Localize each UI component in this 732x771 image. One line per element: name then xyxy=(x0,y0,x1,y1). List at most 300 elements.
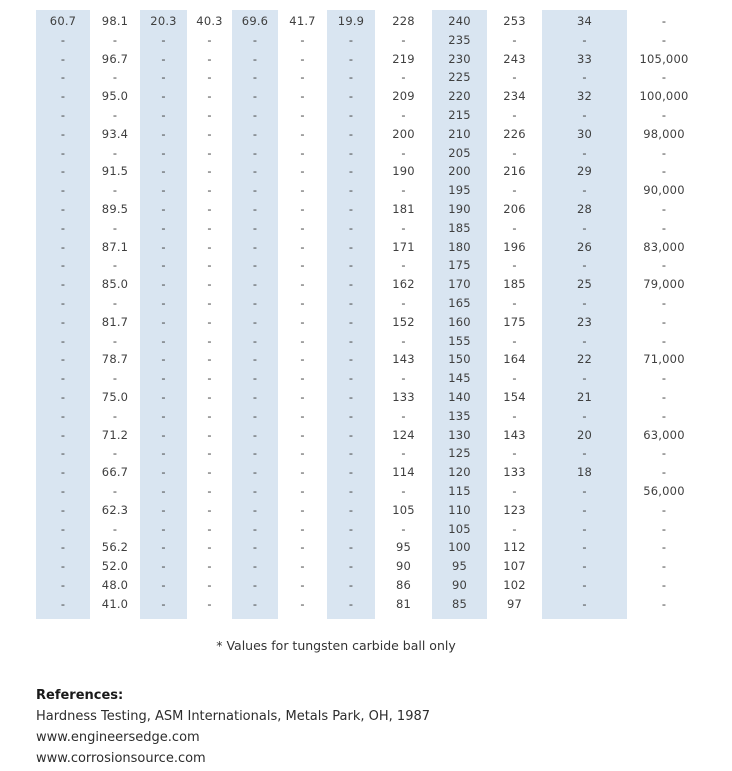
table-cell: - xyxy=(60,446,66,461)
table-cell: - xyxy=(582,371,587,386)
table-cell: - xyxy=(60,559,66,574)
table-cell: - xyxy=(300,145,305,160)
table-cell: 114 xyxy=(392,465,415,480)
table-cell: - xyxy=(582,483,587,498)
table-cell: - xyxy=(252,521,258,536)
table-cell: - xyxy=(661,70,667,85)
table-cell: - xyxy=(161,371,166,386)
table-cell: - xyxy=(252,258,258,273)
table-cell: - xyxy=(60,502,66,517)
table-cell: - xyxy=(112,145,118,160)
table-cell: - xyxy=(161,540,166,555)
table-cell: - xyxy=(582,333,587,348)
table-cell: - xyxy=(512,107,517,122)
table-cell: - xyxy=(661,465,667,480)
table-cell: - xyxy=(161,521,166,536)
table-cell: - xyxy=(661,32,667,47)
table-cell: - xyxy=(60,295,66,310)
table-cell: 143 xyxy=(392,352,415,367)
table-cell: - xyxy=(60,70,66,85)
table-cell: - xyxy=(300,427,305,442)
table-cell: - xyxy=(661,314,667,329)
table-cell: - xyxy=(112,220,118,235)
table-cell: - xyxy=(300,559,305,574)
table-cell: - xyxy=(300,352,305,367)
table-cell: - xyxy=(161,483,166,498)
table-cell: - xyxy=(300,164,305,179)
table-cell: - xyxy=(161,126,166,141)
table-cell: - xyxy=(252,465,258,480)
table-cell: - xyxy=(348,239,354,254)
table-cell: - xyxy=(348,540,354,555)
table-cell: 171 xyxy=(392,239,415,254)
table-cell: 69.6 xyxy=(241,14,269,28)
table-cell: 135 xyxy=(448,408,471,423)
table-cell: - xyxy=(60,32,66,47)
table-cell: 90 xyxy=(395,559,412,574)
table-cell: 105,000 xyxy=(639,51,689,66)
table-cell: - xyxy=(661,295,667,310)
table-cell: - xyxy=(60,465,66,480)
table-cell: - xyxy=(112,521,118,536)
table-cell: - xyxy=(300,314,305,329)
table-cell: - xyxy=(60,220,66,235)
table-cell: - xyxy=(60,427,66,442)
table-cell: - xyxy=(161,408,166,423)
table-cell: 195 xyxy=(448,183,471,198)
table-cell: 66.7 xyxy=(101,465,129,480)
table-cell: - xyxy=(300,389,305,404)
table-cell: - xyxy=(300,239,305,254)
table-cell: 19.9 xyxy=(337,14,365,28)
table-cell: - xyxy=(252,201,258,216)
table-cell: 95 xyxy=(395,540,412,555)
table-cell: - xyxy=(161,389,166,404)
table-cell: 196 xyxy=(503,239,526,254)
table-cell: - xyxy=(300,446,305,461)
table-cell: 164 xyxy=(503,352,526,367)
table-cell: - xyxy=(401,446,406,461)
table-cell: - xyxy=(207,465,212,480)
table-cell: - xyxy=(582,258,587,273)
table-cell: - xyxy=(401,258,406,273)
table-cell: - xyxy=(161,559,166,574)
table-cell: - xyxy=(161,295,166,310)
table-cell: - xyxy=(252,314,258,329)
table-cell: - xyxy=(60,408,66,423)
table-cell: - xyxy=(582,70,587,85)
table-cell: - xyxy=(60,596,66,611)
table-cell: 95 xyxy=(451,559,468,574)
table-cell: - xyxy=(348,371,354,386)
table-cell: 78.7 xyxy=(101,352,129,367)
table-cell: 130 xyxy=(448,427,471,442)
table-cell: - xyxy=(112,32,118,47)
table-cell: - xyxy=(207,239,212,254)
table-cell: - xyxy=(348,258,354,273)
table-cell: 41.7 xyxy=(289,14,316,28)
table-cell: - xyxy=(661,408,667,423)
table-cell: 230 xyxy=(448,51,471,66)
table-cell: 63,000 xyxy=(643,427,685,442)
table-cell: 29 xyxy=(576,164,593,179)
table-cell: - xyxy=(348,352,354,367)
table-cell: - xyxy=(161,277,166,292)
table-cell: - xyxy=(252,239,258,254)
table-cell: - xyxy=(161,352,166,367)
table-cell: - xyxy=(161,70,166,85)
table-cell: - xyxy=(207,389,212,404)
table-cell: - xyxy=(252,427,258,442)
table-cell: - xyxy=(661,596,667,611)
table-cell: - xyxy=(161,577,166,592)
table-cell: - xyxy=(207,220,212,235)
table-cell: 170 xyxy=(448,277,471,292)
table-cell: - xyxy=(348,502,354,517)
references-heading: References: xyxy=(36,687,124,703)
table-cell: - xyxy=(582,220,587,235)
table-cell: 91.5 xyxy=(101,164,129,179)
table-cell: - xyxy=(207,371,212,386)
table-cell: - xyxy=(582,596,587,611)
table-cell: - xyxy=(252,333,258,348)
table-cell: - xyxy=(161,314,166,329)
table-cell: - xyxy=(582,559,587,574)
table-cell: - xyxy=(348,107,354,122)
table-cell: - xyxy=(512,70,517,85)
table-cell: - xyxy=(661,559,667,574)
table-cell: - xyxy=(207,183,212,198)
table-cell: - xyxy=(348,32,354,47)
table-cell: - xyxy=(60,314,66,329)
table-cell: - xyxy=(207,70,212,85)
table-cell: - xyxy=(207,314,212,329)
table-cell: 18 xyxy=(576,465,593,480)
table-cell: 124 xyxy=(392,427,415,442)
table-column-11 xyxy=(542,10,627,619)
table-cell: - xyxy=(161,446,166,461)
table-cell: - xyxy=(207,51,212,66)
table-cell: - xyxy=(207,521,212,536)
table-cell: - xyxy=(60,483,66,498)
table-cell: - xyxy=(512,32,517,47)
hardness-conversion-table xyxy=(36,10,732,619)
table-cell: 123 xyxy=(503,502,526,517)
table-cell: 155 xyxy=(448,333,471,348)
table-cell: 216 xyxy=(503,164,526,179)
table-cell: - xyxy=(512,145,517,160)
table-cell: 162 xyxy=(392,277,415,292)
table-cell: - xyxy=(161,258,166,273)
table-cell: - xyxy=(661,107,667,122)
table-cell: 190 xyxy=(392,164,415,179)
table-cell: 75.0 xyxy=(101,389,129,404)
table-cell: - xyxy=(112,295,118,310)
table-cell: 28 xyxy=(576,201,593,216)
table-cell: - xyxy=(512,258,517,273)
table-column-7 xyxy=(327,10,375,619)
reference-item-engineersedge-url: www.engineersedge.com xyxy=(36,729,200,745)
table-cell: - xyxy=(161,183,166,198)
table-cell: - xyxy=(512,446,517,461)
table-cell: - xyxy=(207,483,212,498)
table-cell: - xyxy=(661,371,667,386)
table-column-10 xyxy=(487,10,542,619)
table-cell: 100 xyxy=(448,540,471,555)
table-cell: - xyxy=(300,295,305,310)
table-cell: - xyxy=(661,220,667,235)
table-cell: 41.0 xyxy=(101,596,129,611)
table-cell: - xyxy=(348,201,354,216)
table-cell: - xyxy=(348,314,354,329)
references-section xyxy=(36,685,732,769)
table-cell: 181 xyxy=(392,201,415,216)
table-cell: 143 xyxy=(503,427,526,442)
table-cell: - xyxy=(252,70,258,85)
table-cell: - xyxy=(300,277,305,292)
table-cell: 97 xyxy=(506,596,523,611)
table-cell: - xyxy=(300,32,305,47)
table-cell: 81 xyxy=(395,596,412,611)
table-cell: - xyxy=(252,107,258,122)
table-cell: - xyxy=(112,333,118,348)
table-cell: - xyxy=(60,201,66,216)
table-cell: 85.0 xyxy=(101,277,129,292)
table-column-3 xyxy=(140,10,187,619)
table-cell: - xyxy=(252,502,258,517)
table-cell: 25 xyxy=(576,277,593,292)
table-column-1 xyxy=(36,10,90,619)
table-cell: - xyxy=(582,540,587,555)
table-cell: 40.3 xyxy=(196,14,223,28)
table-cell: - xyxy=(207,295,212,310)
table-cell: - xyxy=(300,333,305,348)
table-cell: - xyxy=(60,577,66,592)
table-cell: - xyxy=(661,258,667,273)
table-cell: - xyxy=(252,352,258,367)
table-cell: 83,000 xyxy=(643,239,685,254)
table-cell: - xyxy=(348,465,354,480)
table-cell: 81.7 xyxy=(101,314,129,329)
table-cell: 228 xyxy=(392,14,415,28)
table-cell: - xyxy=(661,333,667,348)
table-cell: - xyxy=(300,51,305,66)
table-cell: 33 xyxy=(576,51,593,66)
table-cell: - xyxy=(401,107,406,122)
reference-item-book: Hardness Testing, ASM Internationals, Metals Park, OH, 1987 xyxy=(36,708,431,724)
table-column-12 xyxy=(627,10,701,619)
table-cell: - xyxy=(661,446,667,461)
table-cell: - xyxy=(582,446,587,461)
table-cell: 98,000 xyxy=(643,126,685,141)
table-cell: - xyxy=(512,333,517,348)
table-cell: 115 xyxy=(448,483,471,498)
table-cell: 190 xyxy=(448,201,471,216)
table-cell: 180 xyxy=(448,239,471,254)
table-cell: - xyxy=(348,145,354,160)
table-cell: - xyxy=(161,51,166,66)
table-cell: - xyxy=(512,408,517,423)
table-cell: - xyxy=(401,145,406,160)
table-cell: 52.0 xyxy=(101,559,129,574)
table-cell: - xyxy=(207,540,212,555)
table-cell: - xyxy=(401,483,406,498)
table-cell: - xyxy=(661,540,667,555)
table-cell: - xyxy=(112,183,118,198)
table-cell: 98.1 xyxy=(101,14,129,28)
table-cell: - xyxy=(161,502,166,517)
table-cell: 220 xyxy=(448,89,471,104)
table-cell: - xyxy=(348,126,354,141)
table-cell: - xyxy=(582,521,587,536)
table-cell: - xyxy=(300,521,305,536)
table-cell: 105 xyxy=(392,502,415,517)
table-cell: - xyxy=(60,540,66,555)
table-cell: 22 xyxy=(576,352,593,367)
table-cell: - xyxy=(401,371,406,386)
table-cell: - xyxy=(60,258,66,273)
table-cell: - xyxy=(348,521,354,536)
table-cell: 185 xyxy=(503,277,526,292)
table-cell: 93.4 xyxy=(101,126,129,141)
table-cell: 56,000 xyxy=(643,483,685,498)
table-column-4 xyxy=(187,10,232,619)
table-cell: 133 xyxy=(503,465,526,480)
table-cell: - xyxy=(60,107,66,122)
table-cell: 87.1 xyxy=(101,239,129,254)
table-cell: - xyxy=(112,483,118,498)
table-cell: - xyxy=(661,164,667,179)
table-cell: - xyxy=(60,371,66,386)
reference-item-corrosionsource-url: www.corrosionsource.com xyxy=(36,750,206,766)
table-cell: - xyxy=(161,107,166,122)
table-column-6 xyxy=(278,10,327,619)
table-cell: 210 xyxy=(448,126,471,141)
table-cell: - xyxy=(512,295,517,310)
table-cell: 200 xyxy=(448,164,471,179)
table-cell: - xyxy=(252,408,258,423)
table-cell: - xyxy=(300,107,305,122)
table-cell: - xyxy=(252,559,258,574)
table-cell: - xyxy=(112,371,118,386)
table-cell: - xyxy=(300,201,305,216)
table-cell: - xyxy=(300,70,305,85)
table-cell: 90,000 xyxy=(643,183,685,198)
table-cell: 206 xyxy=(503,201,526,216)
table-cell: - xyxy=(207,32,212,47)
table-cell: - xyxy=(582,295,587,310)
table-cell: - xyxy=(252,51,258,66)
table-cell: - xyxy=(161,596,166,611)
table-cell: - xyxy=(207,559,212,574)
table-cell: 243 xyxy=(503,51,526,66)
table-cell: 71.2 xyxy=(101,427,129,442)
table-cell: - xyxy=(252,183,258,198)
table-column-9 xyxy=(432,10,487,619)
table-cell: - xyxy=(252,126,258,141)
table-cell: 133 xyxy=(392,389,415,404)
table-cell: 145 xyxy=(448,371,471,386)
table-cell: - xyxy=(207,577,212,592)
table-cell: 165 xyxy=(448,295,471,310)
table-cell: - xyxy=(60,239,66,254)
table-cell: 200 xyxy=(392,126,415,141)
table-cell: - xyxy=(582,107,587,122)
table-cell: 234 xyxy=(503,89,526,104)
table-cell: - xyxy=(661,145,667,160)
table-cell: - xyxy=(112,446,118,461)
table-cell: - xyxy=(348,333,354,348)
table-cell: - xyxy=(161,32,166,47)
table-cell: 100,000 xyxy=(639,89,689,104)
table-cell: - xyxy=(401,32,406,47)
table-cell: 48.0 xyxy=(101,577,129,592)
table-cell: - xyxy=(207,145,212,160)
table-cell: - xyxy=(300,220,305,235)
table-cell: 20.3 xyxy=(150,14,177,28)
table-cell: - xyxy=(300,371,305,386)
table-cell: 185 xyxy=(448,220,471,235)
table-cell: - xyxy=(207,126,212,141)
table-cell: - xyxy=(252,220,258,235)
table-cell: - xyxy=(112,258,118,273)
table-cell: - xyxy=(348,164,354,179)
table-cell: - xyxy=(401,220,406,235)
table-cell: 112 xyxy=(503,540,526,555)
table-cell: - xyxy=(582,502,587,517)
table-cell: - xyxy=(161,333,166,348)
table-cell: 95.0 xyxy=(101,89,129,104)
table-cell: - xyxy=(161,201,166,216)
table-cell: - xyxy=(252,371,258,386)
table-cell: - xyxy=(161,465,166,480)
table-cell: 90 xyxy=(451,577,468,592)
table-cell: 85 xyxy=(451,596,468,611)
table-cell: - xyxy=(582,145,587,160)
table-cell: - xyxy=(207,164,212,179)
table-cell: - xyxy=(252,483,258,498)
table-cell: - xyxy=(661,14,667,28)
table-cell: 23 xyxy=(576,314,593,329)
table-cell: 140 xyxy=(448,389,471,404)
table-cell: - xyxy=(60,333,66,348)
table-cell: 96.7 xyxy=(101,51,129,66)
table-cell: - xyxy=(300,126,305,141)
table-cell: 209 xyxy=(392,89,415,104)
table-cell: - xyxy=(60,51,66,66)
table-cell: - xyxy=(60,521,66,536)
table-cell: 235 xyxy=(448,32,471,47)
table-cell: - xyxy=(300,483,305,498)
table-cell: - xyxy=(252,295,258,310)
table-cell: - xyxy=(661,201,667,216)
table-cell: - xyxy=(300,502,305,517)
table-cell: 175 xyxy=(503,314,526,329)
table-cell: - xyxy=(252,596,258,611)
table-cell: 21 xyxy=(576,389,593,404)
table-cell: - xyxy=(207,502,212,517)
table-cell: - xyxy=(207,277,212,292)
table-cell: - xyxy=(60,277,66,292)
table-cell: - xyxy=(207,333,212,348)
table-cell: 71,000 xyxy=(643,352,685,367)
table-cell: - xyxy=(348,89,354,104)
table-cell: 107 xyxy=(503,559,526,574)
table-cell: 60.7 xyxy=(49,14,77,28)
table-cell: - xyxy=(161,145,166,160)
table-cell: 105 xyxy=(448,521,471,536)
table-cell: - xyxy=(348,51,354,66)
